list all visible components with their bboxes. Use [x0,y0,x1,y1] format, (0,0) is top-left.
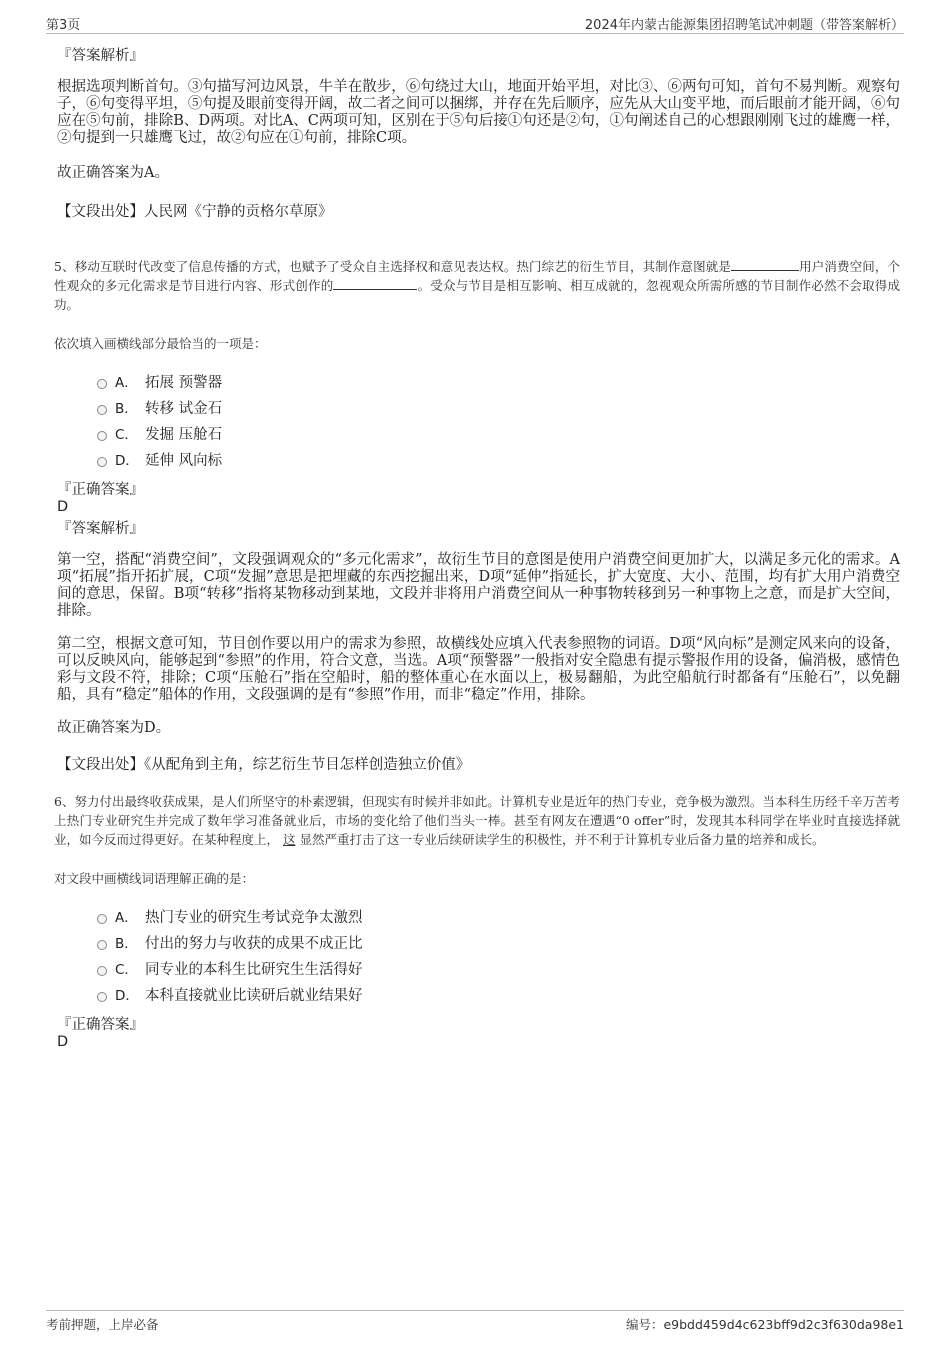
q6-underlined-word: 这 [283,832,296,847]
q5-option-b[interactable]: B． 转移 试金石 [97,394,900,420]
q5-stem [54,257,900,314]
q6-answer-label: 『正确答案』 [57,1017,144,1033]
q5-conclusion: 故正确答案为D。 [57,720,171,736]
q5-instruction: 依次填入画横线部分最恰当的一项是： [54,336,267,351]
page-content [54,44,900,1052]
document-title: 2024年内蒙古能源集团招聘笔试冲刺题（带答案解析） [584,18,904,33]
q6-option-d[interactable]: D． 本科直接就业比读研后就业结果好 [97,981,900,1007]
prev-analysis-label: 『答案解析』 [57,48,144,64]
q5-option-a[interactable]: A． 拓展 预警器 [97,368,900,394]
radio-icon[interactable] [97,940,107,950]
q5-answer-label: 『正确答案』 [57,482,144,498]
q5-source: 【文段出处】《从配角到主角，综艺衍生节目怎样创造独立价值》 [57,757,471,773]
q5-answer: D [57,499,69,515]
radio-icon[interactable] [97,457,107,467]
q5-analysis-label: 『答案解析』 [57,521,144,537]
page-header [46,14,904,34]
q5-analysis-2: 第二空，根据文意可知，节目创作要以用户的需求为参照，故横线处应填入代表参照物的词语。D项“风向标”是测定风来向的设备，可以反映风向，能够起到“参照”的作用，符合文意，当选。A项“预警器”一般指对安全隐患有提示警报作用的设备，偏消极，感情色彩与文段不符，排除；C项“压舱石”指在空船时，船的整体重心在水面以上，极易翻船，为此空船航行时都备有“压舱石”，以免翻船，具有“稳定”船体的作用，文段强调的是有“参照”作用，而非“稳定”作用，排除。 [57,636,900,703]
prev-source: 【文段出处】人民网《宁静的贡格尔草原》 [57,204,333,220]
footer-code: 编号：e9bdd459d4c623bff9d2c3f630da98e1 [625,1317,904,1332]
q5-blank-2 [333,277,417,290]
q5-text-1: 5、移动互联时代改变了信息传播的方式，也赋予了受众自主选择权和意见表达权。热门综艺的衍生节目，其制作意图就是 [54,259,732,274]
page-number: 第3页 [46,18,81,33]
radio-icon[interactable] [97,431,107,441]
q5-options [97,368,900,472]
q6-option-b[interactable]: B． 付出的努力与收获的成果不成正比 [97,929,900,955]
q5-text-3: 。受众与节目是相互影响、相互成就的，忽视观众所需所感的节目制作必然不会取得成功。 [54,278,900,312]
radio-icon[interactable] [97,966,107,976]
q5-blank-1 [731,258,799,271]
prev-conclusion: 故正确答案为A。 [57,165,169,181]
page-footer [46,1310,904,1334]
radio-icon[interactable] [97,405,107,415]
q5-text-2: 用户消费空间，个性观众的多元化需求是节目进行内容、形式创作的 [54,259,900,293]
q6-stem [54,792,900,849]
prev-analysis-text: 根据选项判断首句。③句描写河边风景，牛羊在散步，⑥句绕过大山，地面开始平坦，对比③、⑥两句可知，首句不易判断。观察句子，⑥句变得平坦，⑤句提及眼前变得开阔，故二者之间可以捆绑，并存在先后顺序，应先从大山变平地，而后眼前才能开阔，⑥句应在⑤句前，排除B、D两项。对比A、C两项可知，区别在于⑤句后接①句还是②句，①句阐述自己的心想跟刚刚飞过的雄鹰一样，②句提到一只雄鹰飞过，故②句应在①句前，排除C项。 [57,79,900,146]
radio-icon[interactable] [97,992,107,1002]
q6-answer: D [57,1034,69,1050]
footer-slogan: 考前押题，上岸必备 [46,1317,159,1332]
radio-icon[interactable] [97,379,107,389]
q6-options [97,903,900,1007]
q6-option-c[interactable]: C． 同专业的本科生比研究生生活得好 [97,955,900,981]
q6-text-2: 显然严重打击了这一专业后续研读学生的积极性，并不利于计算机专业后备力量的培养和成长。 [299,832,825,847]
q5-option-d[interactable]: D． 延伸 风向标 [97,446,900,472]
q6-text-1: 6、努力付出最终收获成果，是人们所坚守的朴素逻辑，但现实有时候并非如此。计算机专业是近年的热门专业，竞争极为激烈。当本科生历经千辛万苦考上热门专业研究生并完成了数年学习准备就业后，市场的变化给了他们当头一棒。甚至有网友在遭遇“0 offer”时，发现其本科同学在毕业时直接选择就业，如今反而过得更好。在某种程度上， [54,794,900,847]
q5-analysis-1: 第一空，搭配“消费空间”，文段强调观众的“多元化需求”，故衍生节目的意图是使用户消费空间更加扩大，以满足多元化的需求。A项“拓展”指开拓扩展，C项“发掘”意思是把埋藏的东西挖掘出来，D项“延伸”指延长，扩大宽度、大小、范围，均有扩大用户消费空间的意思，保留。B项“转移”指将某物移动到某地，文段并非将用户消费空间从一种事物转移到另一种事物上之意，而是扩大空间，排除。 [57,552,900,619]
radio-icon[interactable] [97,914,107,924]
q6-instruction: 对文段中画横线词语理解正确的是： [54,871,255,886]
q6-option-a[interactable]: A． 热门专业的研究生考试竞争太激烈 [97,903,900,929]
q5-option-c[interactable]: C． 发掘 压舱石 [97,420,900,446]
